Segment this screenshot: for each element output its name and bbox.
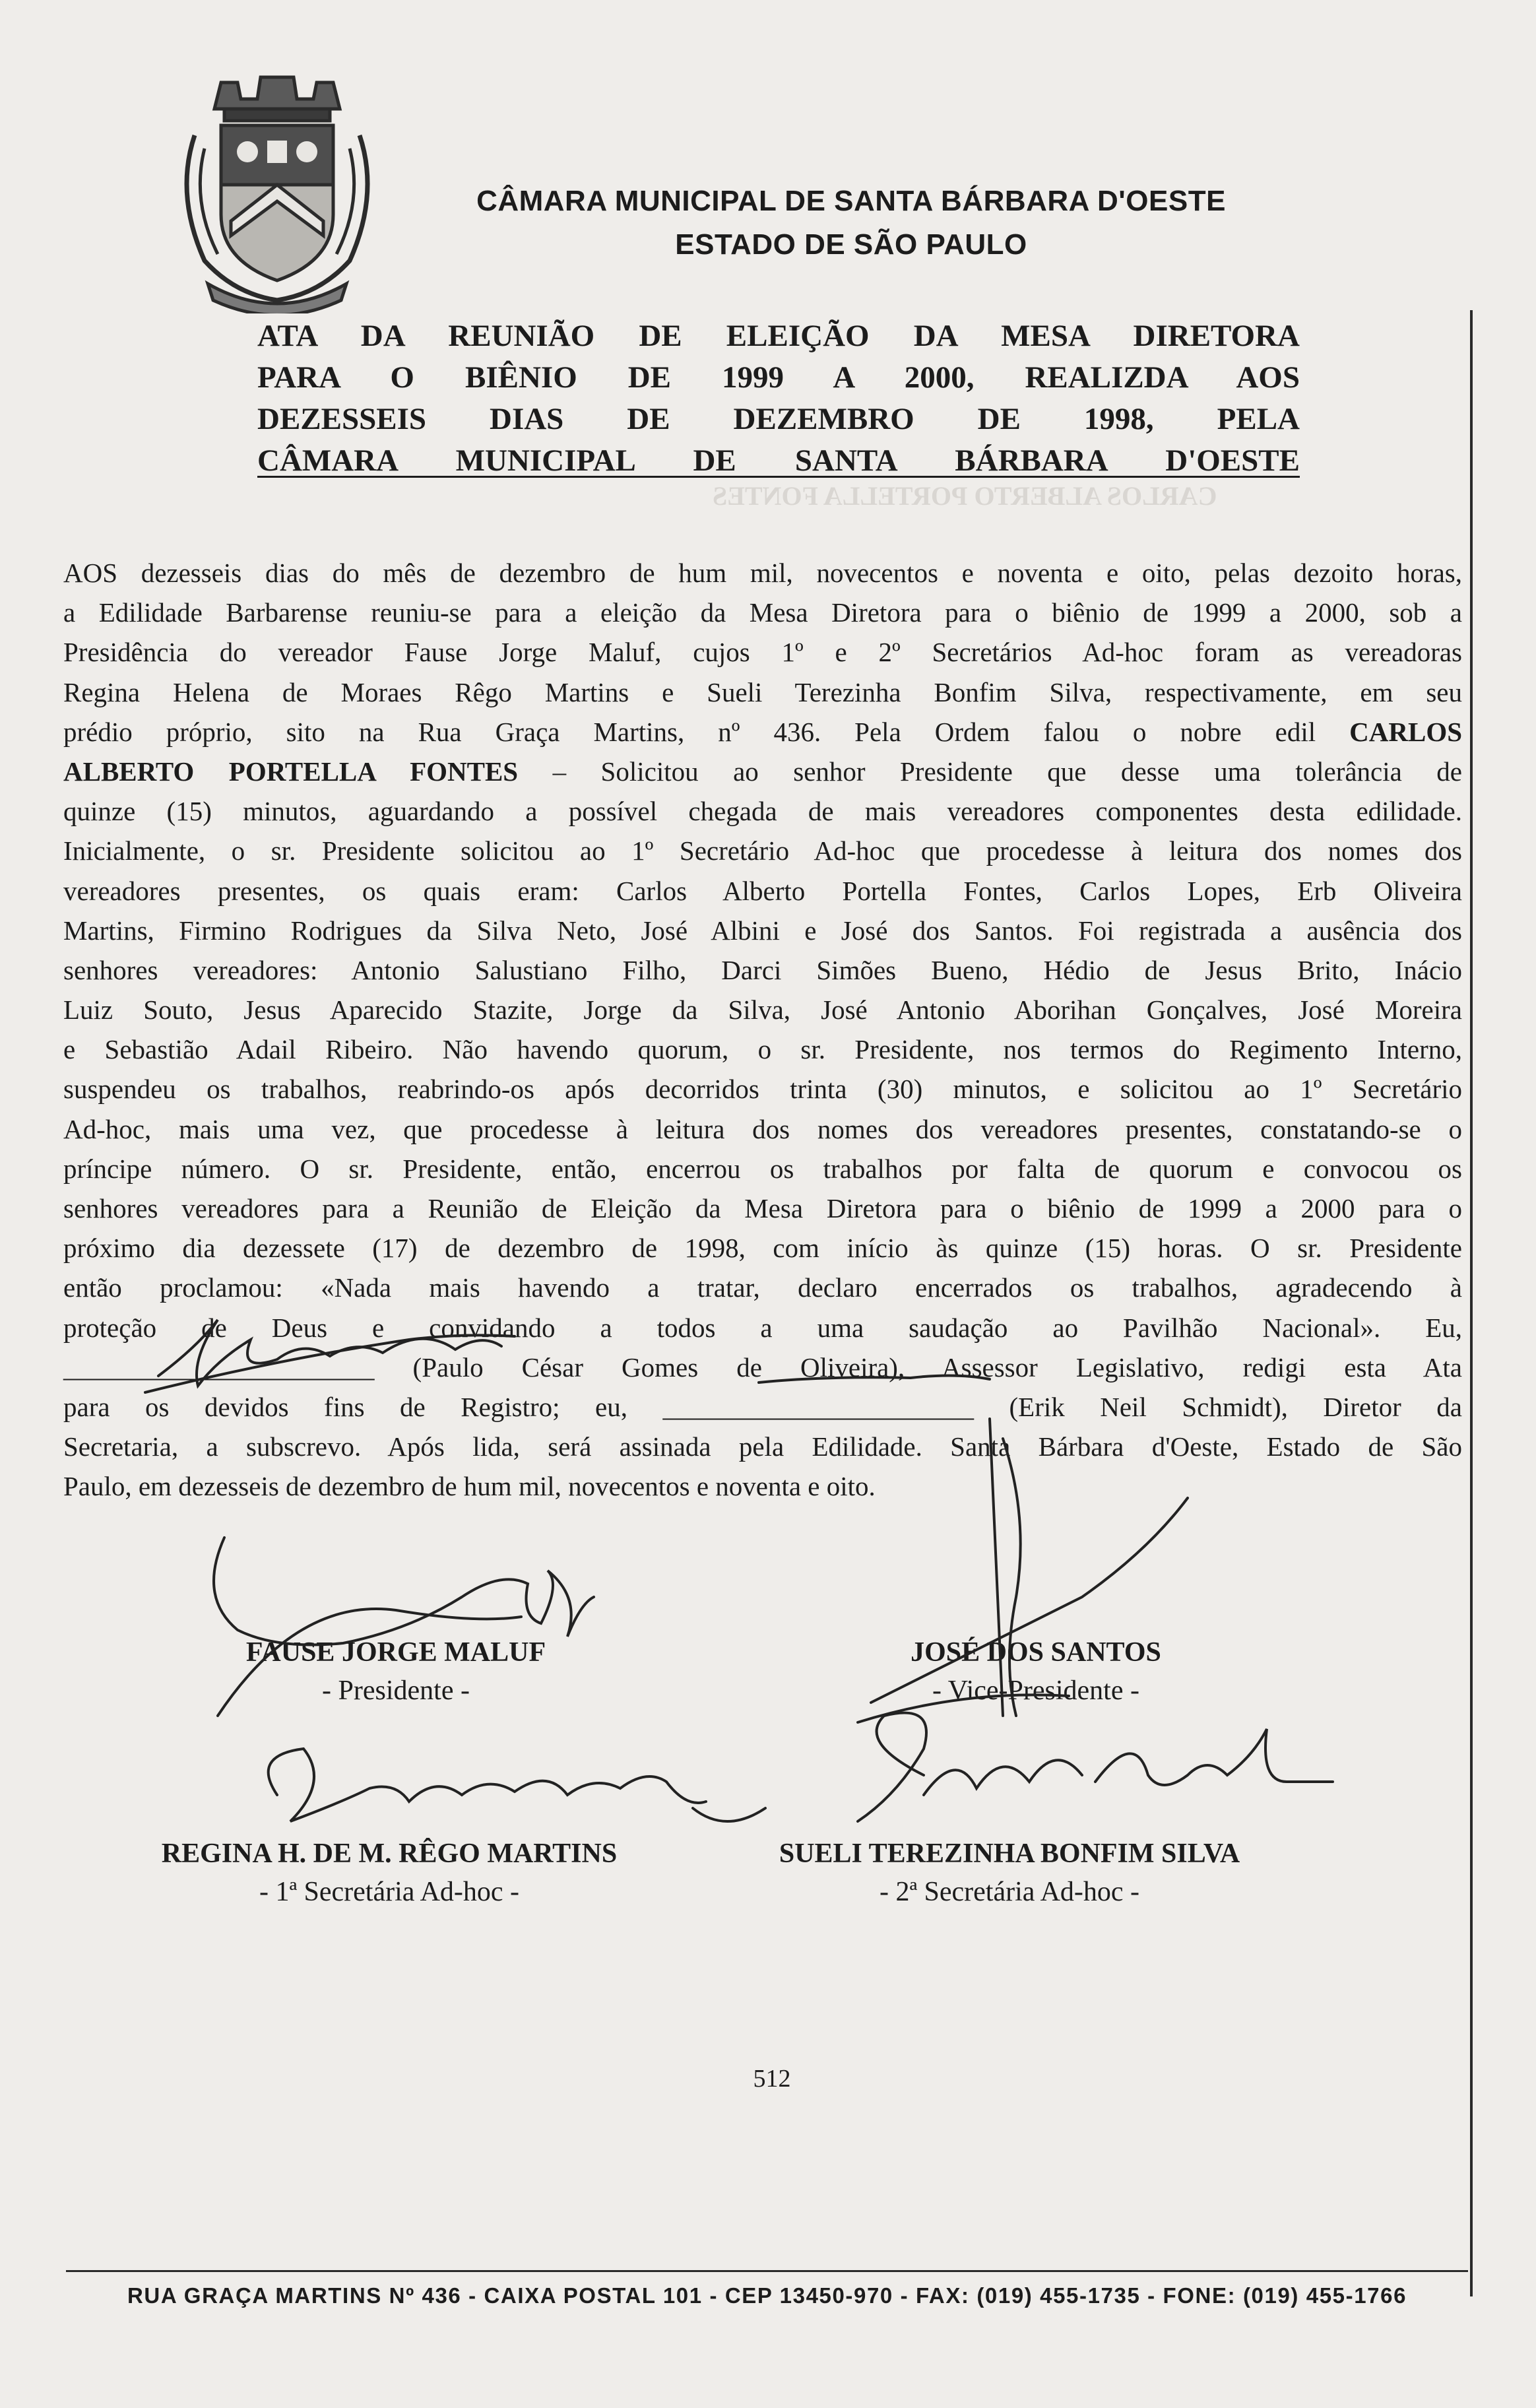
vice-role: - Vice-Presidente - <box>932 1676 1139 1706</box>
title-line: PARA O BIÊNIO DE 1999 A 2000, REALIZDA AOS <box>257 360 1300 395</box>
president-signature <box>214 1538 594 1645</box>
body-line: então proclamou: «Nada mais havendo a tratar, declaro encerrados os trabalhos, agradecendo à <box>63 1272 1462 1303</box>
footer-rule <box>66 2270 1468 2272</box>
body-line: Regina Helena de Moraes Rêgo Martins e Sueli Terezinha Bonfim Silva, respectivamente, em seu <box>63 676 1462 707</box>
body-line: Martins, Firmino Rodrigues da Silva Neto, José Albini e José dos Santos. Foi registrada a ausência dos <box>63 915 1462 946</box>
body-line <box>63 752 1462 791</box>
second-secretary-role: - 2ª Secretária Ad-hoc - <box>879 1877 1140 1907</box>
body-bold-name: CARLOS <box>1349 716 1463 747</box>
minutes-body <box>63 553 1462 1507</box>
body-line: príncipe número. O sr. Presidente, então, encerrou os trabalhos por falta de quorum e convocou os <box>63 1153 1462 1184</box>
body-line: Secretaria, a subscrevo. Após lida, será assinada pela Edilidade. Santa Bárbara d'Oeste, Estado de São <box>63 1431 1462 1462</box>
president-role: - Presidente - <box>322 1676 470 1706</box>
body-line: AOS dezesseis dias do mês de dezembro de hum mil, novecentos e noventa e oito, pelas dezoito horas, <box>63 558 1462 588</box>
body-line: Inicialmente, o sr. Presidente solicitou ao 1º Secretário Ad-hoc que procedesse à leitura dos nomes dos <box>63 835 1462 866</box>
footer-address: RUA GRAÇA MARTINS Nº 436 - CAIXA POSTAL 101 - CEP 13450-970 - FAX: (019) 455-1735 - FONE: (019) 455-1766 <box>127 2283 1407 2308</box>
body-line: _______________________ (Paulo César Gomes de Oliveira), Assessor Legislativo, redigi esta Ata <box>63 1351 1462 1383</box>
body-line: senhores vereadores para a Reunião de Eleição da Mesa Diretora para o biênio de 1999 a 2000 para o <box>63 1193 1462 1223</box>
president-signature-block <box>185 1633 607 1710</box>
body-line: vereadores presentes, os quais eram: Carlos Alberto Portella Fontes, Carlos Lopes, Erb Oliveira <box>63 875 1462 906</box>
body-line: senhores vereadores: Antonio Salustiano Filho, Darci Simões Bueno, Hédio de Jesus Brito, Inácio <box>63 954 1462 985</box>
title-line: DEZESSEIS DIAS DE DEZEMBRO DE 1998, PELA <box>257 402 1300 436</box>
body-text: – Solicitou ao senhor Presidente que desse uma tolerância de <box>552 756 1463 787</box>
title-line: CÂMARA MUNICIPAL DE SANTA BÁRBARA D'OESTE <box>257 443 1300 478</box>
first-secretary-signature <box>269 1749 765 1821</box>
bleed-through-text: CARLOS ALBERTO PORTELLA FONTES <box>713 481 1217 511</box>
institution-name: CÂMARA MUNICIPAL DE SANTA BÁRBARA D'OESTE <box>476 185 1226 217</box>
institution-state: ESTADO DE SÃO PAULO <box>675 228 1027 261</box>
body-line: e Sebastião Adail Ribeiro. Não havendo quorum, o sr. Presidente, nos termos do Regimento Interno, <box>63 1034 1462 1065</box>
second-secretary-signature-block <box>719 1835 1300 1911</box>
body-line: suspendeu os trabalhos, reabrindo-os após decorridos trinta (30) minutos, e solicitou ao 1º Secretário <box>63 1074 1462 1105</box>
body-line: Luiz Souto, Jesus Aparecido Stazite, Jorge da Silva, José Antonio Aborihan Gonçalves, José Moreira <box>63 994 1462 1025</box>
body-line: Ad-hoc, mais uma vez, que procedesse à leitura dos nomes dos vereadores presentes, constatando-se o <box>63 1113 1462 1144</box>
second-secretary-signature <box>858 1713 1333 1821</box>
first-secretary-role: - 1ª Secretária Ad-hoc - <box>259 1877 520 1907</box>
title-line: ATA DA REUNIÃO DE ELEIÇÃO DA MESA DIRETORA <box>257 319 1300 353</box>
body-line: para os devidos fins de Registro; eu, _______________________ (Erik Neil Schmidt), Diretor da <box>63 1391 1462 1422</box>
institution-header <box>396 179 1306 267</box>
body-line: proteção de Deus e convidando a todos a uma saudação ao Pavilhão Nacional». Eu, <box>63 1312 1462 1343</box>
body-bold-name: ALBERTO PORTELLA FONTES <box>63 756 519 787</box>
president-name: FAUSE JORGE MALUF <box>245 1637 546 1668</box>
body-line: Presidência do vereador Fause Jorge Maluf, cujos 1º e 2º Secretários Ad-hoc foram as vereadoras <box>63 637 1462 668</box>
page-number: 512 <box>753 2065 791 2093</box>
vice-signature-block <box>825 1633 1247 1710</box>
first-secretary-name: REGINA H. DE M. RÊGO MARTINS <box>161 1839 618 1869</box>
right-margin-rule <box>1470 310 1473 2296</box>
body-line: quinze (15) minutos, aguardando a possível chegada de mais vereadores componentes desta edilidade. <box>63 796 1462 827</box>
body-text: prédio próprio, sito na Rua Graça Martins, nº 436. Pela Ordem falou o nobre edil <box>63 716 1316 747</box>
body-line: Paulo, em dezesseis de dezembro de hum mil, novecentos e noventa e oito. <box>63 1471 876 1502</box>
first-secretary-signature-block <box>99 1835 680 1911</box>
document-title <box>257 315 1300 482</box>
body-line <box>63 712 1462 752</box>
body-line: a Edilidade Barbarense reuniu-se para a eleição da Mesa Diretora para o biênio de 1999 a 2000, sob a <box>63 597 1462 628</box>
vice-name: JOSÉ DOS SANTOS <box>911 1637 1161 1668</box>
second-secretary-name: SUELI TEREZINHA BONFIM SILVA <box>779 1839 1240 1869</box>
coat-of-arms-icon <box>168 63 386 313</box>
body-line: próximo dia dezessete (17) de dezembro de 1998, com início às quinze (15) horas. O sr. Presidente <box>63 1233 1462 1264</box>
